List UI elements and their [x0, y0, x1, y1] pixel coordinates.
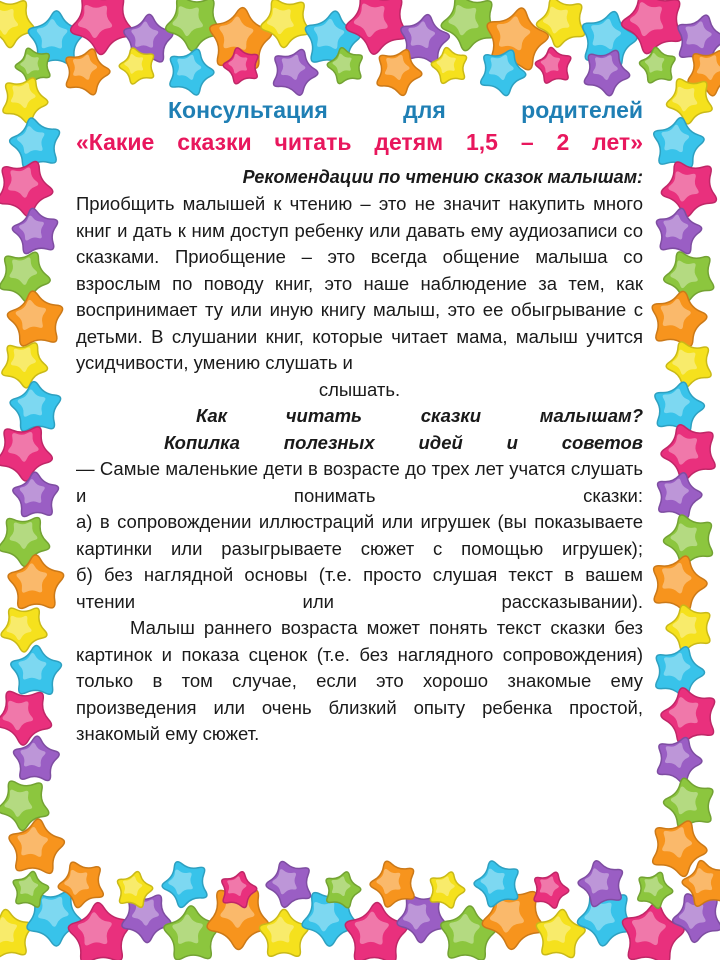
star-icon [259, 909, 308, 956]
star-icon [344, 901, 408, 960]
star-icon [646, 286, 711, 349]
paragraph-intro-end: слышать. [318, 378, 401, 400]
star-icon [10, 205, 62, 255]
star-icon [533, 907, 587, 959]
star-icon [652, 205, 704, 255]
star-icon [533, 44, 574, 84]
star-icon [12, 471, 60, 517]
star-icon [632, 866, 678, 911]
title-line-1: Консультация для родителей [168, 97, 643, 123]
star-icon [260, 853, 318, 910]
star-icon [156, 853, 215, 911]
paragraph-intro: Приобщить малышей к чтению – это не значит накупить много книг и дать к ним доступ ребенку или давать ему аудиозаписи со сказками. Приобщение – это всегда общение малыша со взрослым по поводу книг, это наше наблюдение за тем, как воспринимает ту или иную книгу малыш, это ее обыгрывание с детьми. В слушании книг, которые читает мама, малыш учится усидчивости, умению слушать и [76, 193, 643, 373]
paragraph-conclusion: Малыш раннего возраста может понять текст сказки без картинок и показа сценок (т.е. без наглядного сопровождения) только в том случае, если это хорошо знакомые ему произведения или очень близкий опыту ребенка простой, знакомый ему сюжет. [76, 617, 643, 744]
subtitle: Рекомендации по чтению сказок малышам: [242, 167, 643, 187]
list-item-dash: — Самые маленькие дети в возрасте до трех лет учатся слушать и понимать сказки: [76, 458, 643, 506]
star-icon [650, 115, 706, 169]
consultation-document [76, 94, 643, 748]
star-icon [67, 900, 133, 960]
star-icon [8, 379, 63, 432]
star-icon [6, 817, 66, 875]
star-icon [10, 645, 62, 694]
star-icon [617, 898, 687, 960]
star-icon [163, 905, 220, 960]
list-item-b: б) без наглядной основы (т.е. просто слушая текст в вашем чтении или рассказывании). [76, 564, 643, 612]
star-icon [5, 288, 67, 348]
heading-how-to-read: Как читать сказки малышам? [196, 405, 643, 426]
star-icon [8, 554, 64, 608]
star-icon [655, 680, 720, 746]
heading-tips: Копилка полезных идей и советов [164, 431, 643, 453]
star-icon [651, 467, 707, 521]
list-item-a: а) в сопровождении иллюстраций или игрушек (вы показываете картинки или разыгрываете сюжет с помощью игрушек); [76, 511, 643, 559]
star-icon [0, 907, 35, 959]
title-line-2: «Какие сказки читать детям 1,5 – 2 лет» [76, 129, 643, 155]
star-icon [439, 904, 498, 960]
